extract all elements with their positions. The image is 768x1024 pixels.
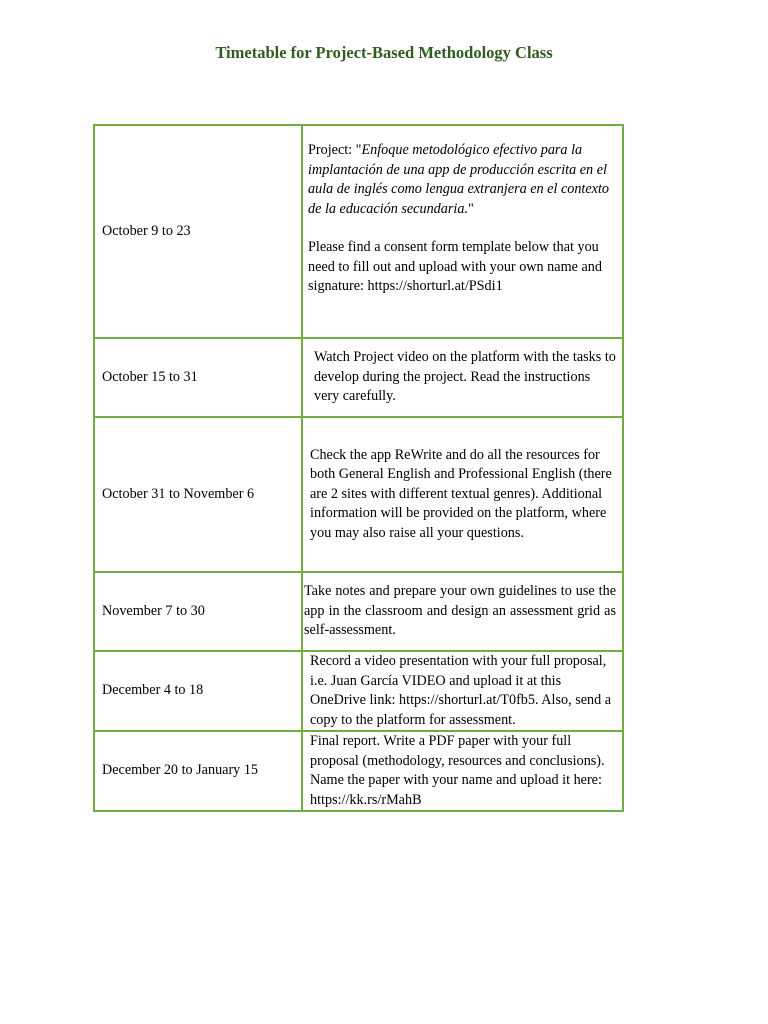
project-suffix: " <box>467 200 474 217</box>
date-cell: November 7 to 30 <box>94 572 302 651</box>
description-cell <box>302 125 623 338</box>
table-row <box>94 417 623 572</box>
table-row <box>94 125 623 338</box>
table-row <box>94 338 623 417</box>
timetable <box>93 124 624 812</box>
document-title: Timetable for Project-Based Methodology Class <box>215 43 553 62</box>
table-row <box>94 651 623 731</box>
table-row <box>94 572 623 651</box>
description-cell: Final report. Write a PDF paper with your full proposal (methodology, resources and conclusions). Name the paper with your name and upload it here: https://kk.rs/rMahB <box>302 731 623 811</box>
project-prefix: Project: " <box>308 142 362 158</box>
project-title: Enfoque metodológico efectivo para la implantación de una app de producción escrita en el aula de inglés como lengua extranjera en el contexto de la educación secundaria. <box>308 142 610 217</box>
table-row <box>94 731 623 811</box>
date-cell: December 20 to January 15 <box>94 731 302 811</box>
date-cell: October 9 to 23 <box>94 125 302 338</box>
date-cell: December 4 to 18 <box>94 651 302 731</box>
description-cell: Check the app ReWrite and do all the resources for both General English and Professional English (there are 2 sites with different textual genres). Additional information will be provided on the platform, where you may also raise all your questions. <box>302 417 623 572</box>
consent-paragraph: Please find a consent form template below that you need to fill out and upload with your own name and signature: https://shorturl.at/PSdi1 <box>308 239 602 294</box>
description-cell: Take notes and prepare your own guidelines to use the app in the classroom and design an assessment grid as self-assessment. <box>302 572 623 651</box>
description-cell: Record a video presentation with your full proposal, i.e. Juan García VIDEO and upload it at this OneDrive link: https://shorturl.at/T0fb5. Also, send a copy to the platform for assessment. <box>302 651 623 731</box>
description-cell: Watch Project video on the platform with the tasks to develop during the project. Read the instructions very carefully. <box>302 338 623 417</box>
date-cell: October 31 to November 6 <box>94 417 302 572</box>
project-paragraph <box>308 141 616 219</box>
date-cell: October 15 to 31 <box>94 338 302 417</box>
